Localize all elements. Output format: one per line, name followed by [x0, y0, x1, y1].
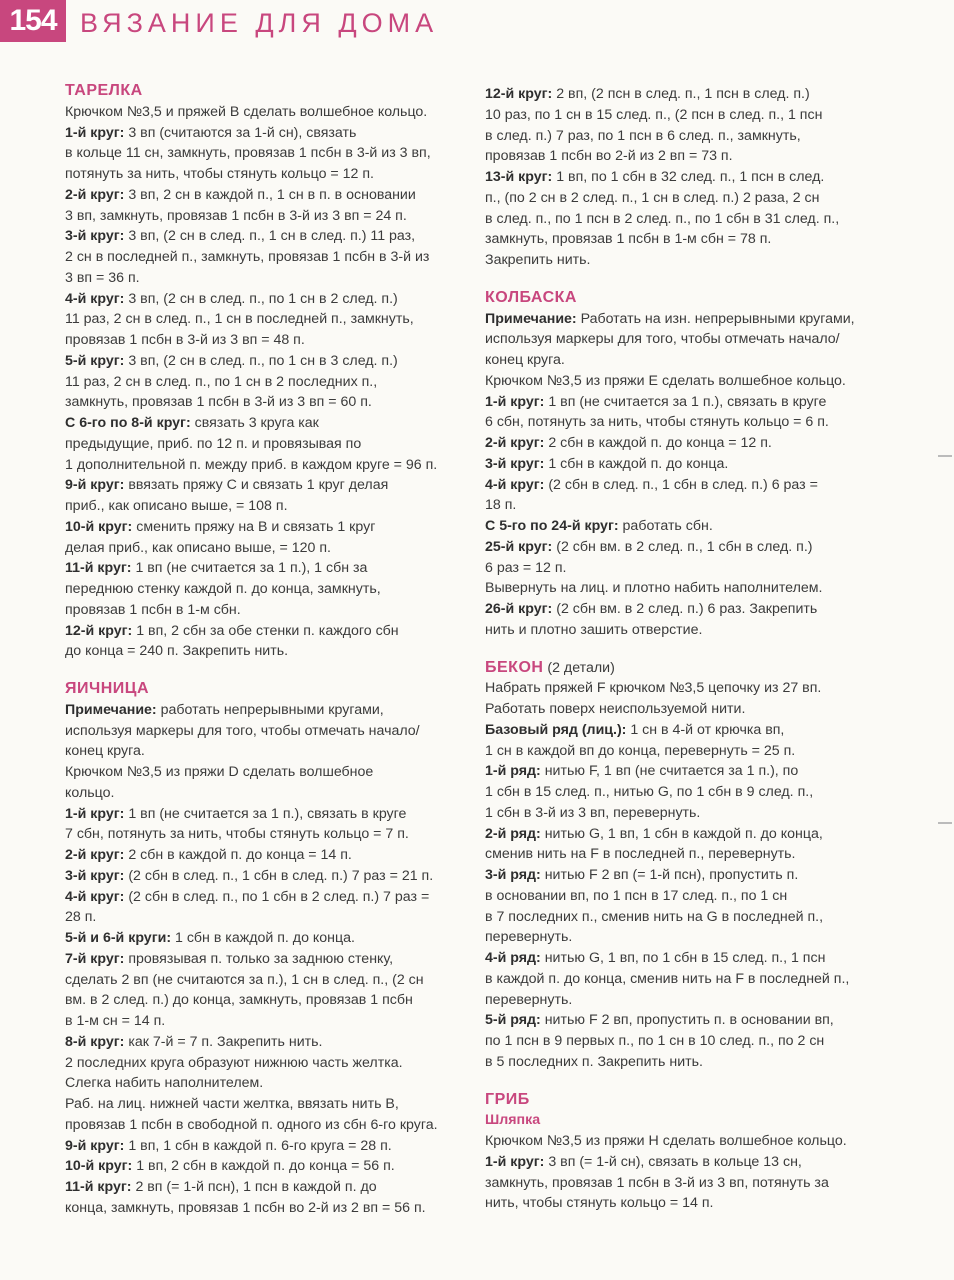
step-text: нитью G, 1 вп, по 1 сбн в 15 след. п., 1 псн	[540, 950, 826, 966]
step-text: нить, чтобы стянуть кольцо = 14 п.	[485, 1195, 714, 1212]
step-text: (2 сбн в след. п., 1 сбн в след. п.) 6 раз =	[544, 476, 818, 493]
text-line	[485, 146, 895, 167]
text-line	[65, 289, 470, 310]
step-label: Примечание:	[485, 310, 577, 327]
step-text: используя маркеры для того, чтобы отмечать начало/	[485, 331, 840, 348]
step-label: 25-й круг:	[485, 538, 553, 555]
text-line	[485, 1052, 895, 1073]
text-line	[485, 865, 895, 886]
step-text: Закрепить нить.	[485, 252, 591, 268]
text-line	[65, 558, 470, 579]
text-line	[65, 721, 470, 742]
step-label: 11-й круг:	[65, 1179, 132, 1195]
step-text: работать непрерывными кругами,	[156, 701, 384, 718]
step-text: замкнуть, провязав 1 псбн в 3-й из 3 вп, потянуть за	[485, 1174, 829, 1191]
step-label: С 6-го по 8-й круг:	[65, 415, 191, 431]
step-text: кольцо.	[65, 784, 115, 801]
step-text: Работать на изн. непрерывными кругами,	[576, 310, 855, 327]
text-line	[65, 496, 470, 517]
text-line	[65, 455, 470, 476]
step-label: 5-й ряд:	[485, 1012, 541, 1029]
text-line	[485, 824, 895, 845]
step-text: 7 сбн, потянуть за нить, чтобы стянуть кольцо = 7 п.	[65, 826, 409, 843]
text-line	[485, 454, 895, 475]
step-text: сменив нить на F в последней п., перевернуть.	[485, 846, 796, 863]
step-label: 1-й круг:	[485, 1153, 545, 1170]
step-text: делая приб., как описано выше, = 120 п.	[65, 539, 332, 556]
text-line	[65, 392, 470, 413]
text-line	[65, 309, 470, 330]
text-line	[485, 678, 895, 699]
text-line	[485, 948, 895, 969]
step-label: 12-й круг:	[485, 86, 553, 102]
step-text: провязав 1 псбн в 3-й из 3 вп = 48 п.	[65, 332, 305, 348]
section-title-plate: ТАРЕЛКА	[65, 82, 143, 99]
step-text: 1 вп (не считается за 1 п.), связать в круге	[544, 393, 827, 410]
text-line	[65, 185, 470, 206]
text-line	[65, 783, 470, 804]
section-body-plate	[65, 102, 470, 662]
step-text: Вывернуть на лиц. и плотно набить наполнителем.	[485, 580, 823, 597]
step-text: 6 сбн, потянуть за нить, чтобы стянуть кольцо = 6 п.	[485, 414, 829, 431]
section-body-sausage	[485, 309, 895, 641]
step-label: 5-й круг:	[65, 352, 125, 369]
text-line	[485, 433, 895, 454]
step-text: 3 вп, (2 сн в след. п., по 1 сн в 3 след. п.)	[124, 352, 398, 369]
step-text: сделать 2 вп (не считаются за п.), 1 сн в след. п., (2 сн	[65, 971, 424, 988]
step-label: 7-й круг:	[65, 950, 125, 967]
subsection-title-cap: Шляпка	[485, 1112, 541, 1129]
text-line	[65, 762, 470, 783]
binding-mark	[938, 455, 952, 457]
step-text: конец круга.	[485, 352, 565, 368]
step-text: провязав 1 псбн во 2-й из 2 вп = 73 п.	[485, 148, 733, 165]
text-line	[485, 620, 895, 641]
step-label: 8-й круг:	[65, 1033, 125, 1050]
step-label: 10-й круг:	[65, 518, 133, 535]
text-line	[65, 579, 470, 600]
bacon-note: (2 детали)	[543, 659, 615, 676]
step-text: 2 вп, (2 псн в след. п., 1 псн в след. п.)	[552, 86, 810, 102]
text-line	[485, 1131, 895, 1152]
step-text: 2 сбн в каждой п. до конца = 14 п.	[124, 847, 352, 863]
step-text: нитью G, 1 вп, 1 сбн в каждой п. до конца,	[540, 825, 823, 842]
text-line	[65, 1094, 470, 1115]
step-text: приб., как описано выше, = 108 п.	[65, 498, 288, 514]
step-text: в 7 последних п., сменив нить на G в последней п.,	[485, 908, 824, 925]
text-line	[65, 1115, 470, 1136]
text-line	[485, 188, 895, 209]
step-label: 4-й круг:	[485, 476, 545, 493]
step-text: 1 вп, 2 сбн за обе стенки п. каждого сбн	[132, 622, 399, 639]
text-line	[65, 1073, 470, 1094]
text-line	[485, 350, 895, 371]
text-line	[485, 250, 895, 271]
step-text: 1 сн в 4-й от крючка вп,	[626, 721, 785, 738]
text-line	[65, 1198, 470, 1219]
step-text: как 7-й = 7 п. Закрепить нить.	[124, 1033, 323, 1050]
step-text: переднюю стенку каждой п. до конца, замкнуть,	[65, 581, 381, 597]
step-text: ввязать пряжу С и связать 1 круг делая	[124, 477, 389, 494]
text-line	[65, 990, 470, 1011]
step-label: 9-й круг:	[65, 1137, 125, 1154]
step-text: нитью F 2 вп (= 1-й псн), пропустить п.	[540, 867, 799, 883]
text-line	[65, 434, 470, 455]
text-line	[65, 102, 470, 123]
step-text: 1 вп, 1 сбн в каждой п. 6-го круга = 28 п.	[124, 1137, 392, 1154]
step-text: 10 раз, по 1 сн в 15 след. п., (2 псн в след. п., 1 псн	[485, 106, 823, 123]
step-text: Раб. на лиц. нижней части желтка, ввязать нить В,	[65, 1096, 399, 1112]
step-text: (2 сбн вм. в 2 след. п.) 6 раз. Закрепить	[552, 601, 818, 617]
text-line	[485, 761, 895, 782]
text-line	[485, 927, 895, 948]
step-text: 2 сн в последней п., замкнуть, провязав 1 псбн в 3-й из	[65, 249, 430, 265]
step-text: нить и плотно зашить отверстие.	[485, 621, 703, 638]
text-line	[485, 558, 895, 579]
step-label: 3-й круг:	[485, 455, 545, 472]
text-line	[65, 824, 470, 845]
step-label: 3-й круг:	[65, 228, 125, 245]
text-line	[65, 475, 470, 496]
step-text: 3 вп, (2 сн в след. п., по 1 сн в 2 след. п.)	[124, 290, 398, 307]
step-text: конца, замкнуть, провязав 1 псбн во 2-й из 2 вп = 56 п.	[65, 1199, 426, 1216]
text-line	[485, 1010, 895, 1031]
text-line	[65, 866, 470, 887]
step-text: используя маркеры для того, чтобы отмечать начало/	[65, 722, 420, 739]
text-line	[485, 599, 895, 620]
text-line	[65, 804, 470, 825]
text-line	[65, 970, 470, 991]
step-text: Крючком №3,5 из пряжи Н сделать волшебное кольцо.	[485, 1133, 847, 1149]
text-line	[485, 990, 895, 1011]
text-line	[485, 329, 895, 350]
step-text: 3 вп (= 1-й сн), связать в кольце 13 сн,	[544, 1153, 802, 1170]
step-text: 2 сбн в каждой п. до конца = 12 п.	[544, 435, 772, 451]
text-line	[485, 495, 895, 516]
step-text: перевернуть.	[485, 991, 573, 1008]
text-line	[65, 268, 470, 289]
step-label: 2-й круг:	[65, 186, 125, 203]
step-text: 6 раз = 12 п.	[485, 559, 567, 576]
step-label: 2-й круг:	[485, 435, 545, 451]
step-text: Работать поверх неиспользуемой нити.	[485, 701, 746, 717]
text-line	[65, 641, 470, 662]
text-line	[485, 578, 895, 599]
left-column	[65, 81, 470, 1219]
step-text: 3 вп, 2 сн в каждой п., 1 сн в п. в основании	[124, 186, 416, 203]
text-line	[65, 538, 470, 559]
text-line	[65, 1156, 470, 1177]
step-label: 11-й круг:	[65, 560, 132, 577]
text-line	[485, 720, 895, 741]
text-line	[485, 126, 895, 147]
right-column	[485, 84, 895, 1214]
step-text: до конца = 240 п. Закрепить нить.	[65, 643, 289, 660]
step-label: 1-й круг:	[65, 805, 125, 822]
step-text: Набрать пряжей F крючком №3,5 цепочку из 27 вп.	[485, 680, 822, 697]
step-text: 1 вп (не считается за 1 п.), связать в круге	[124, 805, 407, 822]
step-text: по 1 псн в 9 первых п., по 1 сн в 10 след. п., по 2 сн	[485, 1033, 825, 1049]
section-title-bacon	[485, 658, 895, 679]
step-text: потянуть за нить, чтобы стянуть кольцо = 12 п.	[65, 166, 374, 182]
section-title-sausage: КОЛБАСКА	[485, 288, 577, 306]
step-text: 18 п.	[485, 497, 517, 514]
text-line	[65, 907, 470, 928]
text-line	[65, 351, 470, 372]
step-text: сменить пряжу на В и связать 1 круг	[132, 518, 376, 535]
step-text: в след. п., по 1 псн в 2 след. п., по 1 сбн в 31 след. п.,	[485, 210, 840, 227]
step-text: в кольце 11 сн, замкнуть, провязав 1 псбн в 3-й из 3 вп,	[65, 145, 431, 162]
text-line	[485, 803, 895, 824]
step-label: 1-й круг:	[65, 124, 125, 141]
text-line	[65, 164, 470, 185]
step-text: Крючком №3,5 из пряжи Е сделать волшебное кольцо.	[485, 372, 846, 389]
step-label: С 5-го по 24-й круг:	[485, 518, 619, 534]
text-line	[485, 167, 895, 188]
step-label: 1-й ряд:	[485, 763, 541, 780]
step-text: конец круга.	[65, 743, 145, 760]
section-body-egg-continued	[485, 84, 895, 271]
step-text: Слегка набить наполнителем.	[65, 1075, 264, 1092]
text-line	[65, 206, 470, 227]
step-text: связать 3 круга как	[190, 415, 319, 431]
step-label: 9-й круг:	[65, 477, 125, 494]
text-line	[65, 949, 470, 970]
text-line	[65, 226, 470, 247]
step-text: провязав 1 псбн в свободной п. одного из сбн 6-го круга.	[65, 1116, 438, 1133]
text-line	[65, 1136, 470, 1157]
text-line	[485, 1031, 895, 1052]
text-line	[485, 699, 895, 720]
text-line	[485, 229, 895, 250]
text-line	[485, 516, 895, 537]
text-line	[65, 1177, 470, 1198]
step-label: Примечание:	[65, 701, 157, 718]
step-text: 11 раз, 2 сн в след. п., по 1 сн в 2 последних п.,	[65, 373, 378, 390]
step-text: Крючком №3,5 из пряжи D сделать волшебное	[65, 764, 374, 780]
text-line	[485, 392, 895, 413]
step-text: замкнуть, провязав 1 псбн в 3-й из 3 вп = 60 п.	[65, 394, 372, 411]
text-line	[65, 1053, 470, 1074]
step-text: 3 вп = 36 п.	[65, 269, 140, 286]
step-label: 4-й круг:	[65, 888, 125, 905]
section-body-bacon	[485, 678, 895, 1072]
step-text: замкнуть, провязав 1 псбн в 1-м сбн = 78 п.	[485, 231, 772, 248]
step-text: нитью F, 1 вп (не считается за 1 п.), по	[540, 763, 799, 780]
step-text: 11 раз, 2 сн в след. п., 1 сн в последней п., замкнуть,	[65, 311, 414, 328]
step-label: 3-й ряд:	[485, 867, 541, 883]
step-text: п., (по 2 сн в 2 след. п., 1 сн в след. п.) 2 раза, 2 сн	[485, 189, 820, 206]
text-line	[65, 413, 470, 434]
text-line	[485, 309, 895, 330]
step-text: (2 сбн вм. в 2 след. п., 1 сбн в след. п.)	[552, 538, 813, 555]
step-text: 1 сбн в каждой п. до конца.	[171, 930, 355, 946]
text-line	[485, 886, 895, 907]
section-body-egg	[65, 700, 470, 1219]
text-line	[65, 123, 470, 144]
step-text: в каждой п. до конца, сменив нить на F в последней п.,	[485, 970, 850, 987]
step-label: 1-й круг:	[485, 393, 545, 410]
step-text: в след. п.) 7 раз, по 1 псн в 6 след. п., замкнуть,	[485, 127, 801, 144]
step-text: Крючком №3,5 и пряжей В сделать волшебное кольцо.	[65, 103, 428, 120]
step-text: (2 сбн в след. п., 1 сбн в след. п.) 7 раз = 21 п.	[124, 867, 434, 884]
step-label: 2-й круг:	[65, 847, 125, 863]
text-line	[485, 1173, 895, 1194]
step-text: работать сбн.	[618, 518, 713, 534]
step-text: 3 вп, (2 сн в след. п., 1 сн в след. п.) 11 раз,	[124, 228, 416, 245]
step-text: 1 сбн в 3-й из 3 вп, перевернуть.	[485, 804, 701, 821]
step-text: вм. в 2 след. п.) до конца, замкнуть, провязав 1 псбн	[65, 992, 413, 1009]
step-text: нитью F 2 вп, пропустить п. в основании вп,	[540, 1012, 834, 1029]
step-text: 3 вп (считаются за 1-й сн), связать	[124, 124, 357, 141]
text-line	[65, 330, 470, 351]
binding-mark	[938, 822, 952, 824]
text-line	[485, 371, 895, 392]
text-line	[485, 1152, 895, 1173]
text-line	[485, 969, 895, 990]
section-body-mushroom	[485, 1131, 895, 1214]
text-line	[485, 907, 895, 928]
step-label: 26-й круг:	[485, 601, 553, 617]
text-line	[485, 209, 895, 230]
text-line	[485, 741, 895, 762]
text-line	[65, 887, 470, 908]
step-label: 2-й ряд:	[485, 825, 541, 842]
step-text: 3 вп, замкнуть, провязав 1 псбн в 3-й из 3 вп = 24 п.	[65, 207, 407, 224]
step-label: 13-й круг:	[485, 169, 553, 185]
step-text: 1 вп, 2 сбн в каждой п. до конца = 56 п.	[132, 1158, 395, 1175]
step-label: 3-й круг:	[65, 867, 125, 884]
text-line	[485, 844, 895, 865]
step-text: 2 вп (= 1-й псн), 1 псн в каждой п. до	[131, 1179, 377, 1195]
text-line	[65, 1011, 470, 1032]
section-title-mushroom: ГРИБ	[485, 1090, 530, 1108]
step-text: в основании вп, по 1 псн в 17 след. п., по 1 сн	[485, 887, 788, 904]
step-text: перевернуть.	[485, 929, 573, 946]
step-text: в 1-м сн = 14 п.	[65, 1013, 166, 1029]
step-text: провязывая п. только за заднюю стенку,	[124, 950, 394, 967]
text-line	[485, 1193, 895, 1214]
text-line	[65, 600, 470, 621]
bacon-title: БЕКОН	[485, 658, 544, 676]
text-line	[65, 517, 470, 538]
step-label: 12-й круг:	[65, 622, 133, 639]
step-text: предыдущие, приб. по 12 п. и провязывая по	[65, 435, 362, 452]
text-line	[485, 537, 895, 558]
step-text: 1 сбн в каждой п. до конца.	[544, 455, 729, 472]
step-text: 1 вп, по 1 сбн в 32 след. п., 1 псн в след.	[552, 169, 825, 185]
text-line	[485, 782, 895, 803]
step-text: 2 последних круга образуют нижнюю часть желтка.	[65, 1054, 403, 1071]
step-label: 4-й ряд:	[485, 950, 541, 966]
text-line	[65, 143, 470, 164]
text-line	[65, 621, 470, 642]
step-label: 5-й и 6-й круги:	[65, 930, 172, 946]
step-label: 4-й круг:	[65, 290, 125, 307]
step-label: Базовый ряд (лиц.):	[485, 721, 627, 738]
book-title: ВЯЗАНИЕ ДЛЯ ДОМА	[80, 8, 439, 38]
step-text: 1 сн в каждой вп до конца, перевернуть = 25 п.	[485, 742, 796, 759]
step-text: 28 п.	[65, 909, 97, 926]
step-text: 1 дополнительной п. между приб. в каждом круге = 96 п.	[65, 456, 438, 473]
text-line	[485, 105, 895, 126]
step-text: 1 сбн в 15 след. п., нитью G, по 1 сбн в 9 след. п.,	[485, 784, 814, 800]
text-line	[65, 741, 470, 762]
page-number: 154	[0, 0, 66, 42]
step-text: в 5 последних п. Закрепить нить.	[485, 1053, 703, 1070]
text-line	[65, 372, 470, 393]
step-text: (2 сбн в след. п., по 1 сбн в 2 след. п.) 7 раз =	[124, 888, 430, 905]
text-line	[485, 475, 895, 496]
text-line	[65, 247, 470, 268]
step-text: провязав 1 псбн в 1-м сбн.	[65, 601, 241, 618]
text-line	[65, 1032, 470, 1053]
text-line	[485, 84, 895, 105]
text-line	[485, 412, 895, 433]
text-line	[65, 928, 470, 949]
section-title-egg: ЯИЧНИЦА	[65, 680, 150, 697]
step-text: 1 вп (не считается за 1 п.), 1 сбн за	[131, 560, 368, 577]
text-line	[65, 845, 470, 866]
text-line	[65, 700, 470, 721]
step-label: 10-й круг:	[65, 1158, 133, 1175]
